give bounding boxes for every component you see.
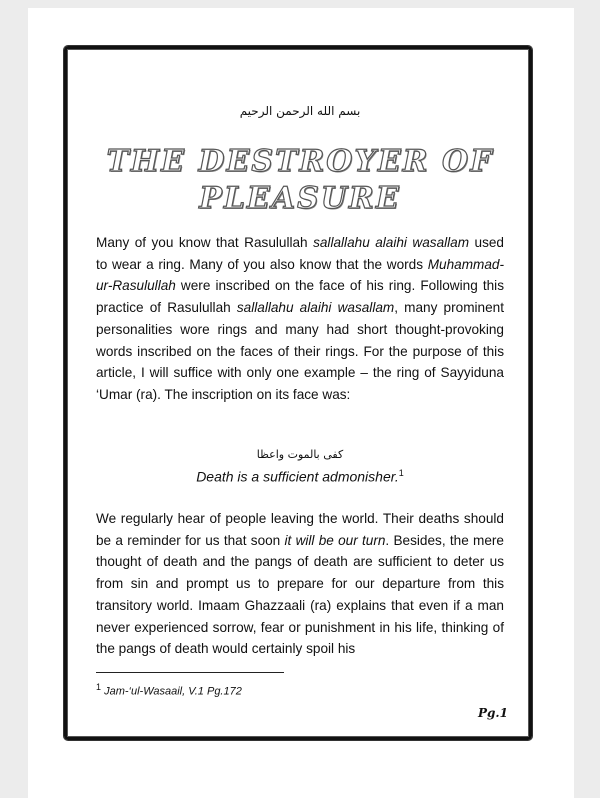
paragraph-2: [96, 508, 504, 660]
bismillah-heading: بسم الله الرحمن الرحيم: [239, 104, 361, 118]
page-number: Pg.1: [478, 706, 508, 720]
footnote-text: Jam-‘ul-Wasaail, V.1 Pg.172: [104, 685, 242, 698]
arabic-quote: كفى بالموت واعظا: [256, 448, 344, 461]
italic-phrase: sallallahu alaihi wasallam: [313, 235, 470, 250]
text-run: Many of you know that Rasulullah: [96, 235, 314, 250]
italic-phrase: sallallahu alaihi wasallam: [236, 300, 395, 316]
text-run: , many prominent personalities wore rings and many had short thought-provoking words inscribed on the faces of their rings. For the purpose of this article, I will suffice with only one example – the ring of Sayyiduna ‘Umar (ra). The inscription on its face was:: [96, 300, 504, 402]
quote-text: Death is a sufficient admonisher.: [196, 468, 399, 485]
text-run: used to wear a ring. Many of you also know that the words: [96, 235, 504, 272]
quote-footnote-mark[interactable]: 1: [398, 468, 404, 478]
text-run: . Besides, the mere thought of death and the pangs of death are sufficient to deter us from sin and prompt us to prepare for our departure from this transitory world. Imaam Ghazzaali (ra) explains that even if a man never experienced sorrow, fear or punishment in his life, thinking of the pangs of death would certainly spoil his: [96, 532, 504, 657]
text-run: We regularly hear of people leaving the world. Their deaths should be a reminder for us that soon: [96, 511, 504, 548]
italic-phrase: Muhammad-ur-Rasulullah: [96, 256, 504, 294]
text-run: were inscribed on the face of his ring. Following this practice of Rasulullah: [96, 278, 504, 316]
paragraph-1: [96, 232, 504, 406]
page-title: THE DESTROYER OF PLEASURE: [106, 144, 494, 216]
quote-line: [0, 468, 600, 485]
italic-phrase: it will be our turn: [284, 532, 386, 548]
footnote-mark: 1: [96, 682, 102, 692]
footnote-separator: [96, 672, 284, 673]
footnote: [96, 682, 242, 698]
